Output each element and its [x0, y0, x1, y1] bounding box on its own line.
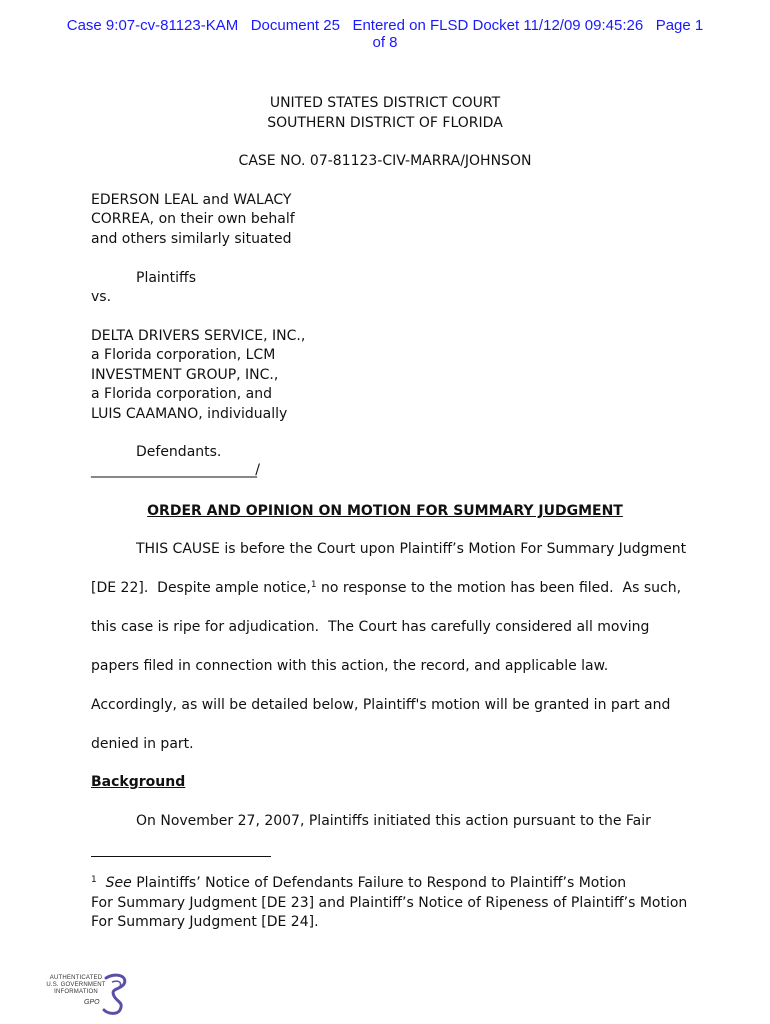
- footnote-line-2: For Summary Judgment [DE 23] and Plaintiff’s Notice of Ripeness of Plaintiff’s Motion: [91, 895, 688, 911]
- caption-signature-line: _______________________________/: [91, 462, 259, 478]
- gpo-logo-text-1: AUTHENTICATED: [49, 975, 103, 981]
- defendants-role: Defendants.: [136, 444, 222, 460]
- body-line-2-start: [DE 22]. Despite ample notice,: [91, 580, 311, 596]
- body-line-3: this case is ripe for adjudication. The Court has carefully considered all moving: [91, 619, 650, 635]
- defendant-line-3: INVESTMENT GROUP, INC.,: [91, 367, 279, 383]
- court-name: UNITED STATES DISTRICT COURT: [269, 95, 501, 111]
- body-line-6: denied in part.: [91, 736, 194, 752]
- defendant-line-1: DELTA DRIVERS SERVICE, INC.,: [91, 328, 306, 344]
- body-line-2-end: no response to the motion has been filed. As such,: [316, 580, 682, 596]
- court-district: SOUTHERN DISTRICT OF FLORIDA: [267, 115, 503, 131]
- footnote-separator: [91, 856, 271, 857]
- background-line-1: On November 27, 2007, Plaintiffs initiated this action pursuant to the Fair: [136, 813, 651, 829]
- body-line-1: THIS CAUSE is before the Court upon Plaintiff’s Motion For Summary Judgment: [136, 541, 687, 557]
- background-heading: Background: [91, 774, 186, 790]
- footnote-reference: 1: [310, 580, 317, 590]
- versus: vs.: [91, 289, 112, 305]
- docket-stamp-line-1: Case 9:07-cv-81123-KAM Document 25 Entered on FLSD Docket 11/12/09 09:45:26 Page 1: [66, 17, 704, 34]
- gpo-mark: GPO: [84, 999, 100, 1006]
- defendant-line-4: a Florida corporation, and: [91, 386, 272, 402]
- docket-stamp-line-2: of 8: [372, 34, 398, 51]
- body-line-4: papers filed in connection with this action, the record, and applicable law.: [91, 658, 609, 674]
- body-line-2: [91, 579, 681, 598]
- gpo-logo-text-3: INFORMATION: [54, 989, 98, 995]
- eagle-icon: [102, 972, 132, 1016]
- footnote-line-3: For Summary Judgment [DE 24].: [91, 914, 319, 930]
- footnote-number: 1: [91, 875, 97, 885]
- body-line-5: Accordingly, as will be detailed below, Plaintiff's motion will be granted in part and: [91, 697, 671, 713]
- order-title: ORDER AND OPINION ON MOTION FOR SUMMARY JUDGMENT: [147, 503, 623, 519]
- gpo-authentication-logo: [44, 972, 134, 1016]
- footnote-line-1: [91, 874, 626, 893]
- gpo-logo-text-2: U.S. GOVERNMENT: [46, 982, 106, 988]
- plaintiff-line-1: EDERSON LEAL and WALACY: [91, 192, 292, 208]
- gpo-logo-text: [44, 975, 108, 996]
- docket-stamp: [40, 17, 730, 51]
- plaintiff-line-3: and others similarly situated: [91, 231, 292, 247]
- plaintiff-line-2: CORREA, on their own behalf: [91, 211, 295, 227]
- defendant-line-5: LUIS CAAMANO, individually: [91, 406, 288, 422]
- plaintiffs-role: Plaintiffs: [136, 270, 196, 286]
- footnote-see: See: [105, 875, 132, 891]
- footnote-line-1-text: Plaintiffs’ Notice of Defendants Failure to Respond to Plaintiff’s Motion: [131, 875, 627, 891]
- case-number: CASE NO. 07-81123-CIV-MARRA/JOHNSON: [238, 153, 532, 169]
- defendant-line-2: a Florida corporation, LCM: [91, 347, 276, 363]
